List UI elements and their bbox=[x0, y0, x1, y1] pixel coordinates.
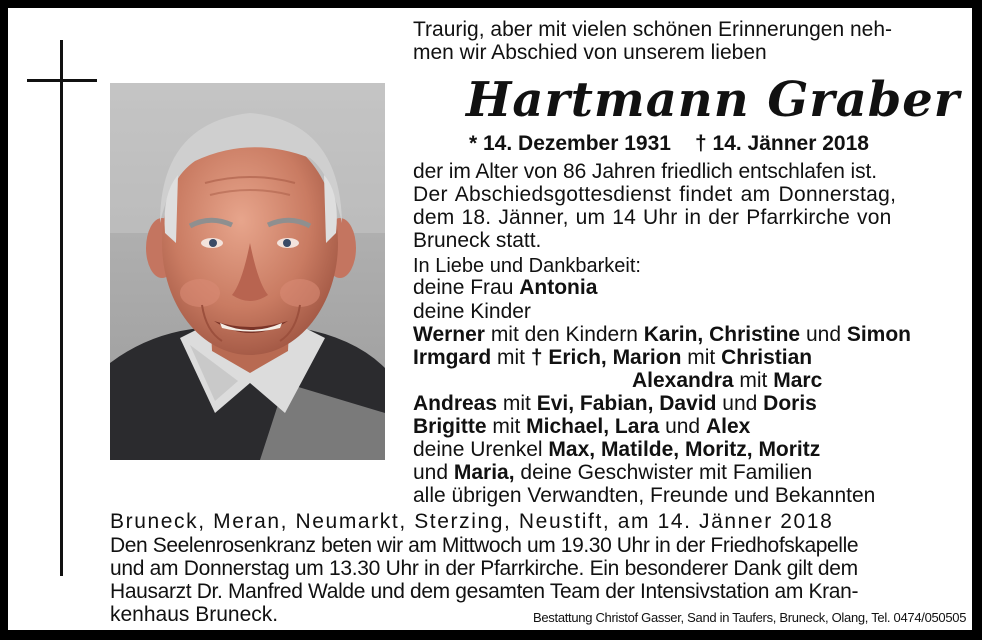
family-name: Alexandra bbox=[632, 369, 734, 392]
family-name: Karin, Christine bbox=[643, 323, 801, 346]
closing-line-3: Hausarzt Dr. Manfred Walde und dem gesamten Team der Intensivstation am Kran- bbox=[110, 580, 859, 603]
family-name: Doris bbox=[763, 392, 817, 415]
closing-line-1: Den Seelenrosenkranz beten wir am Mittwoch um 19.30 Uhr in der Friedhofskapelle bbox=[110, 534, 859, 557]
text-line-3: dem 18. Jänner, um 14 Uhr in der Pfarrkirche von bbox=[413, 206, 892, 229]
portrait-photo bbox=[110, 83, 385, 460]
text-line-2: Der Abschiedsgottesdienst findet am Donnerstag, bbox=[413, 183, 897, 206]
family-wife bbox=[413, 276, 597, 300]
family-label: deine Frau bbox=[413, 276, 520, 299]
family-name: Irmgard bbox=[413, 346, 492, 369]
death-date: † 14. Jänner 2018 bbox=[695, 132, 869, 155]
deceased-name: Hartmann Graber bbox=[466, 72, 961, 128]
family-line-alexandra bbox=[632, 369, 822, 393]
family-name: Werner bbox=[413, 323, 485, 346]
family-name: Brigitte bbox=[413, 415, 487, 438]
family-text: und bbox=[413, 461, 454, 484]
intro-line-1: Traurig, aber mit vielen schönen Erinnerungen neh- bbox=[413, 18, 892, 41]
family-name: Simon bbox=[846, 323, 912, 346]
text-line-1: der im Alter von 86 Jahren friedlich entschlafen ist. bbox=[413, 160, 877, 183]
birth-date: * 14. Dezember 1931 bbox=[469, 132, 671, 155]
family-line-relatives: alle übrigen Verwandten, Freunde und Bekannten bbox=[413, 484, 876, 507]
family-text: deine Urenkel bbox=[413, 438, 549, 461]
family-line-maria bbox=[413, 461, 812, 485]
family-name: † Erich, Marion bbox=[530, 346, 682, 369]
family-name: Antonia bbox=[519, 276, 598, 299]
text-line-4: Bruneck statt. bbox=[413, 229, 542, 252]
intro-line-2: men wir Abschied von unserem lieben bbox=[413, 41, 767, 64]
closing-line-2: und am Donnerstag um 13.30 Uhr in der Pfarrkirche. Ein besonderer Dank gilt dem bbox=[110, 557, 858, 580]
portrait-illustration bbox=[110, 83, 385, 460]
family-name: Evi, Fabian, David bbox=[536, 392, 717, 415]
family-text: mit bbox=[733, 369, 774, 392]
cross-icon-bar bbox=[27, 79, 97, 82]
family-name: Maria, bbox=[453, 461, 515, 484]
family-text: und bbox=[659, 415, 706, 438]
family-name: Marc bbox=[773, 369, 823, 392]
family-name: Christian bbox=[721, 346, 813, 369]
family-children-label: deine Kinder bbox=[413, 300, 531, 323]
closing-line-4: kenhaus Bruneck. bbox=[110, 603, 279, 626]
family-text: mit den Kindern bbox=[484, 323, 644, 346]
funeral-home-footer: Bestattung Christof Gasser, Sand in Taufers, Bruneck, Olang, Tel. 0474/050505 bbox=[533, 610, 967, 625]
family-text: mit bbox=[486, 415, 527, 438]
family-line-brigitte bbox=[413, 415, 750, 439]
family-name: Michael, Lara bbox=[526, 415, 660, 438]
family-line-irmgard bbox=[413, 346, 812, 370]
family-line-werner bbox=[413, 323, 911, 347]
family-text: und bbox=[716, 392, 764, 415]
family-name: Alex bbox=[705, 415, 751, 438]
obituary-card bbox=[8, 8, 972, 630]
family-text: mit bbox=[681, 346, 722, 369]
family-text: mit bbox=[491, 346, 531, 369]
family-line-urenkel bbox=[413, 438, 820, 462]
family-line-andreas bbox=[413, 392, 817, 416]
text-line-5: In Liebe und Dankbarkeit: bbox=[413, 255, 641, 277]
family-text: und bbox=[800, 323, 847, 346]
family-text: deine Geschwister mit Familien bbox=[514, 461, 813, 484]
cross-icon bbox=[60, 40, 63, 576]
family-name: Andreas bbox=[413, 392, 498, 415]
family-name: Max, Matilde, Moritz, Moritz bbox=[548, 438, 821, 461]
place-date: Bruneck, Meran, Neumarkt, Sterzing, Neustift, am 14. Jänner 2018 bbox=[110, 510, 834, 533]
family-text: mit bbox=[497, 392, 537, 415]
